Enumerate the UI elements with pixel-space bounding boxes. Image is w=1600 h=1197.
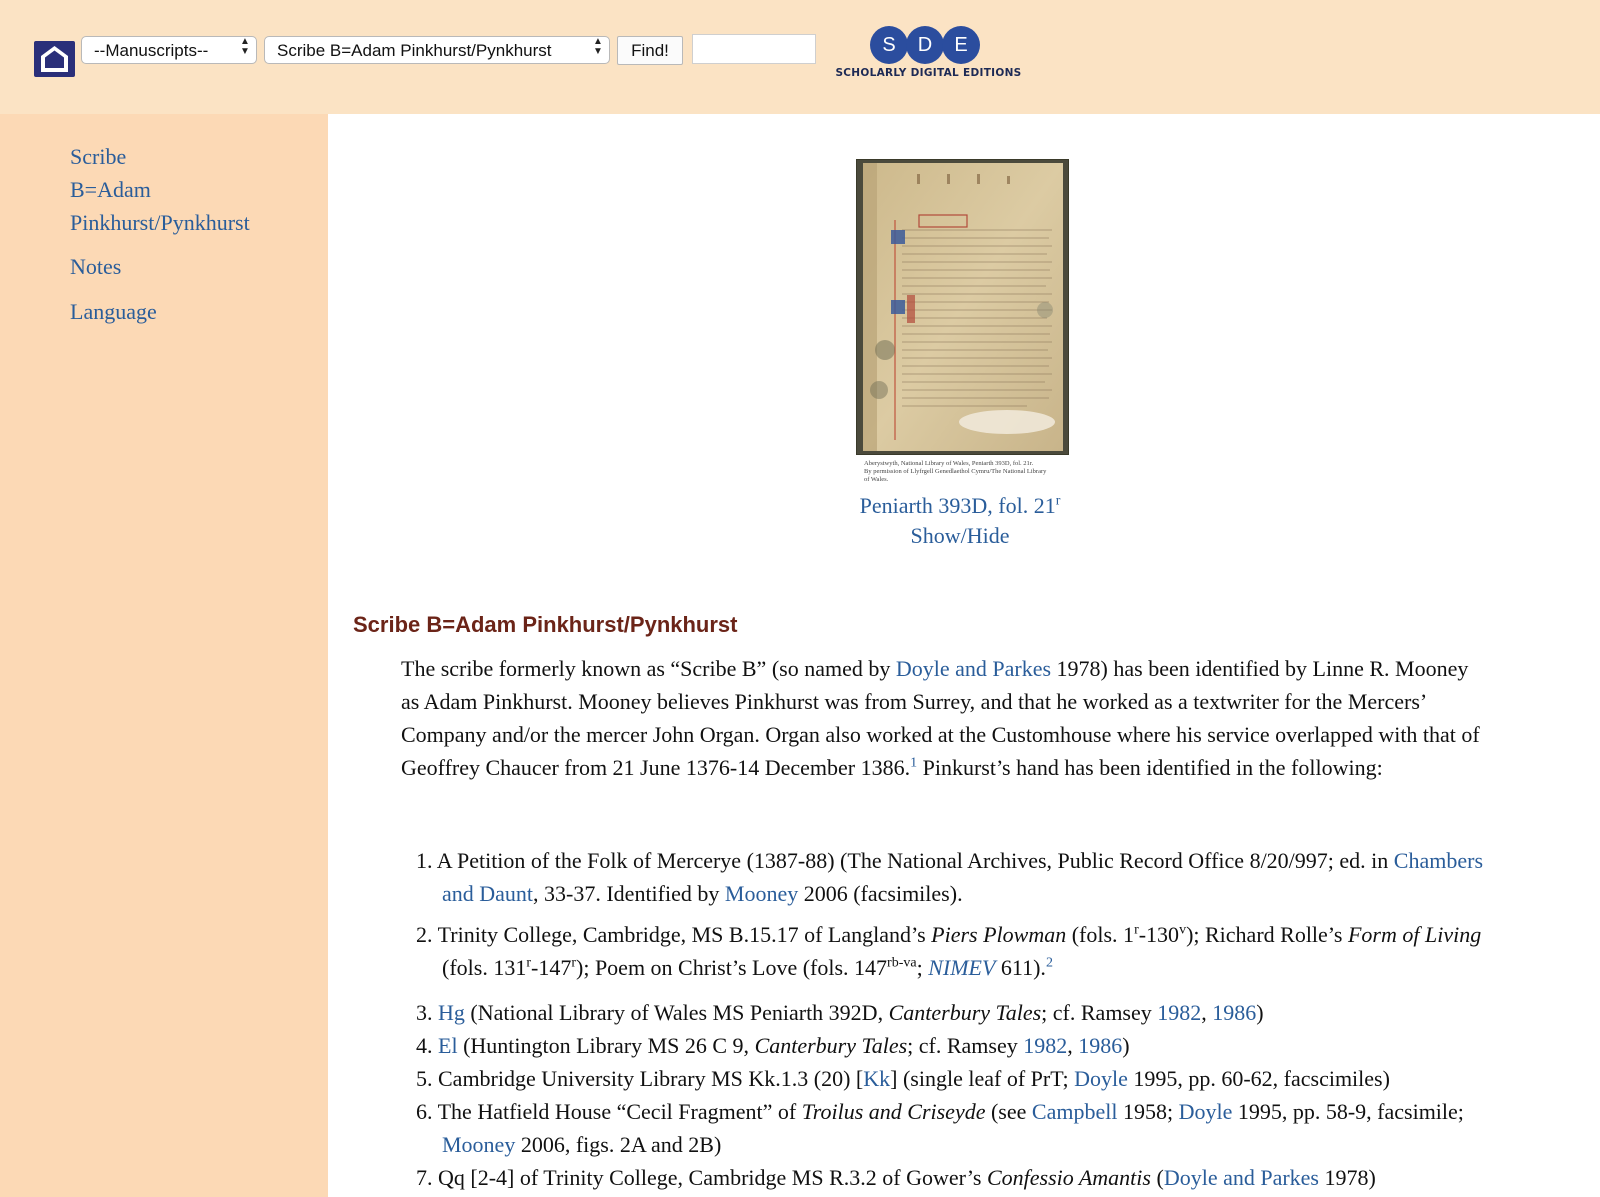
list-title: Form of Living: [1347, 922, 1482, 947]
list-text: ); Poem on Christ’s Love (fols. 147: [576, 955, 888, 980]
list-text: ; cf. Ramsey: [1041, 1000, 1158, 1025]
folio-sup: rb-va: [887, 955, 917, 971]
list-text: 2006 (facsimiles).: [798, 881, 963, 906]
list-title: Canterbury Tales: [888, 1000, 1042, 1025]
list-text: (National Library of Wales MS Peniarth 392D,: [464, 1000, 889, 1025]
manuscript-link[interactable]: El: [438, 1033, 458, 1058]
list-text: ): [1256, 1000, 1264, 1025]
section-title: Scribe B=Adam Pinkhurst/Pynkhurst: [353, 612, 738, 637]
logo-tagline: SCHOLARLY DIGITAL EDITIONS: [835, 67, 1022, 79]
logo-letter-d: D: [906, 26, 944, 64]
list-text: ; cf. Ramsey: [907, 1033, 1024, 1058]
intro-text: The scribe formerly known as “Scribe B” (so named by: [401, 656, 896, 681]
list-item: [416, 1095, 1516, 1161]
footnote-link[interactable]: 1: [910, 755, 918, 771]
list-text: -130: [1138, 922, 1180, 947]
manuscripts-select[interactable]: [81, 36, 257, 64]
list-item: [416, 918, 1516, 984]
list-text: (fols. 131: [442, 955, 527, 980]
citation-link[interactable]: 1986: [1078, 1033, 1123, 1058]
list-number: 6.: [416, 1099, 438, 1124]
manuscript-image[interactable]: [856, 159, 1069, 455]
list-item: [416, 1161, 1516, 1194]
list-item: [416, 1029, 1516, 1062]
search-input[interactable]: [692, 34, 816, 64]
list-text: ,: [1201, 1000, 1213, 1025]
figure-folio-link[interactable]: [830, 493, 1090, 519]
list-text: ] (single leaf of PrT;: [890, 1066, 1075, 1091]
scribe-select[interactable]: [264, 36, 610, 64]
citation-link[interactable]: 1982: [1157, 1000, 1202, 1025]
sidebar-item-scribe-b[interactable]: B=Adam: [70, 177, 151, 202]
sde-logo[interactable]: [826, 24, 1031, 84]
citation-link[interactable]: Chambers and Daunt: [442, 848, 1483, 906]
citation-link[interactable]: Doyle: [1074, 1066, 1128, 1091]
citation-link[interactable]: 1982: [1023, 1033, 1068, 1058]
logo-letter-e: E: [942, 26, 980, 64]
list-number: 4.: [416, 1033, 438, 1058]
list-text: 1995, pp. 58-9, facsimile;: [1232, 1099, 1464, 1124]
list-text: (: [1150, 1165, 1164, 1190]
intro-text: Pinkurst’s hand has been identified in the following:: [917, 755, 1383, 780]
list-text: The Hatfield House “Cecil Fragment” of: [437, 1099, 802, 1124]
home-icon: [39, 44, 70, 74]
list-text: 1978): [1319, 1165, 1376, 1190]
folio-sup: r: [1134, 922, 1139, 938]
list-text: 2006, figs. 2A and 2B): [515, 1132, 722, 1157]
credit-line-1: Aberystwyth, National Library of Wales, Peniarth 393D, fol. 21r.: [864, 460, 1034, 467]
list-text: ): [1122, 1033, 1130, 1058]
manuscript-image-credit: [864, 460, 1064, 484]
list-text: (see: [985, 1099, 1032, 1124]
sidebar-item-notes[interactable]: Notes: [70, 254, 122, 279]
list-title: Confessio Amantis: [986, 1165, 1151, 1190]
list-text: Trinity College, Cambridge, MS B.15.17 of Langland’s: [437, 922, 932, 947]
manuscript-link[interactable]: Kk: [863, 1066, 891, 1091]
list-text: ); Richard Rolle’s: [1186, 922, 1348, 947]
list-text: , 33-37. Identified by: [533, 881, 725, 906]
citation-link[interactable]: Mooney: [442, 1132, 516, 1157]
credit-line-2: By permission of Llyfrgell Genedlaethol Cymru/The National Library: [864, 468, 1047, 475]
list-text: (fols. 1: [1066, 922, 1135, 947]
citation-link[interactable]: Doyle: [1178, 1099, 1233, 1124]
list-text: 1958;: [1117, 1099, 1179, 1124]
sidebar-item-language[interactable]: Language: [70, 299, 157, 324]
folio-sup: r: [526, 955, 531, 971]
list-item: [416, 844, 1516, 910]
list-text: -147: [531, 955, 572, 980]
intro-text: 1978) has been identified by Linne R. Mooney as Adam Pinkhurst. Mooney believes Pinkhurst was from Surrey, and that he worked as a textwriter for the Mercers’ Company and/or the mercer John Organ. Organ also worked at the Customhouse where his service overlapped with that of Geoffrey Chaucer from 21 June 1376-14 December 1386.: [401, 656, 1480, 780]
citation-link[interactable]: 1986: [1212, 1000, 1257, 1025]
intro-paragraph: [401, 652, 1481, 784]
list-number: 5.: [416, 1066, 438, 1091]
sidebar: [0, 114, 328, 1197]
list-item: [416, 1062, 1516, 1095]
logo-letter-s: S: [870, 26, 908, 64]
top-toolbar: [0, 0, 1600, 114]
citation-link[interactable]: Mooney: [724, 881, 799, 906]
citation-link[interactable]: Doyle and Parkes: [895, 656, 1052, 681]
list-text: 1995, pp. 60-62, facscimiles): [1127, 1066, 1390, 1091]
list-text: A Petition of the Folk of Mercerye (1387-88) (The National Archives, Public Record Office 8/20/997; ed. in: [436, 848, 1394, 873]
list-title: Troilus and Criseyde: [801, 1099, 986, 1124]
list-text: Qq [2-4] of Trinity College, Cambridge MS R.3.2 of Gower’s: [438, 1165, 987, 1190]
list-text: ;: [916, 955, 929, 980]
list-number: 2.: [416, 922, 438, 947]
select-arrows-icon: ▲ ▼: [593, 36, 603, 57]
list-title: Piers Plowman: [931, 922, 1067, 947]
manuscript-link[interactable]: Hg: [438, 1000, 465, 1025]
footnote-link[interactable]: 2: [1045, 955, 1053, 971]
find-button[interactable]: Find!: [617, 36, 683, 65]
select-arrows-icon: ▲ ▼: [240, 36, 250, 57]
list-text: ,: [1067, 1033, 1079, 1058]
list-number: 1.: [416, 848, 437, 873]
list-item: [416, 996, 1516, 1029]
list-text: 611).: [995, 955, 1046, 980]
list-title: Canterbury Tales: [754, 1033, 908, 1058]
figure-folio-sup: r: [1055, 493, 1061, 509]
list-text: Cambridge University Library MS Kk.1.3 (20) [: [438, 1066, 864, 1091]
scribe-select-value: Scribe B=Adam Pinkhurst/Pynkhurst: [277, 41, 552, 60]
credit-line-3: of Wales.: [864, 476, 889, 483]
list-number: 7.: [416, 1165, 438, 1190]
list-text: (Huntington Library MS 26 C 9,: [457, 1033, 755, 1058]
folio-sup: v: [1179, 922, 1187, 938]
citation-link[interactable]: Campbell: [1031, 1099, 1118, 1124]
citation-link[interactable]: NIMEV: [928, 955, 996, 980]
home-button[interactable]: [34, 41, 75, 77]
manuscript-page-illustration: [857, 160, 1069, 455]
sidebar-item-scribe[interactable]: Scribe: [70, 144, 127, 169]
sidebar-item-scribe-name[interactable]: Pinkhurst/Pynkhurst: [70, 210, 250, 235]
manuscripts-select-value: --Manuscripts--: [94, 41, 209, 60]
citation-link[interactable]: Doyle and Parkes: [1163, 1165, 1319, 1190]
folio-sup: r: [571, 955, 576, 971]
figure-folio-link-text: Peniarth 393D, fol. 21: [859, 493, 1056, 518]
list-number: 3.: [416, 1000, 438, 1025]
show-hide-toggle[interactable]: Show/Hide: [910, 523, 1010, 548]
